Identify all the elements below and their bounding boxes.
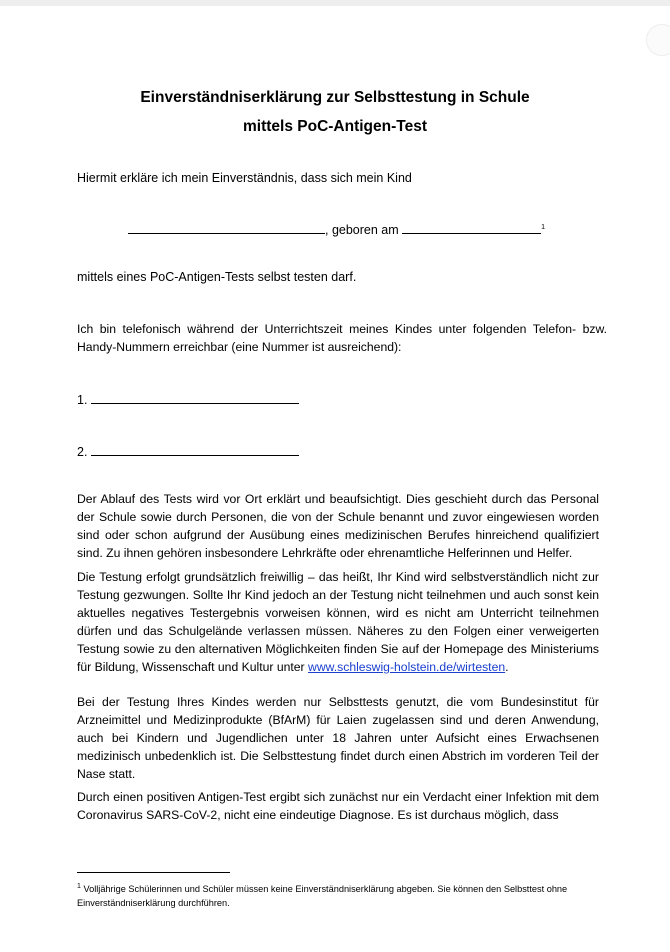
paragraph-voluntary-end: . bbox=[505, 660, 509, 674]
document-subtitle: mittels PoC-Antigen-Test bbox=[243, 118, 427, 135]
phone-item-number: 2. bbox=[77, 445, 88, 459]
document-title: Einverständniserklärung zur Selbsttestung in Schule bbox=[140, 89, 530, 106]
paragraph-selftests: Bei der Testung Ihres Kindes werden nur Selbsttests genutzt, die vom Bundesinstitut für Arzneimittel und Medizinprodukte (BfArM) für Laien zugelassen sind und deren Anwendung, auch bei Kindern und Jugendlichen unter 18 Jahren unter Aufsicht eines Erwachsenen medizinisch unbedenklich ist. Die Selbsttestung findet durch einen Abstrich im vorderen Teil der Nase statt. bbox=[77, 695, 599, 781]
birth-date-field[interactable] bbox=[402, 221, 541, 234]
born-on-label: , geboren am bbox=[325, 223, 399, 237]
paragraph-voluntary-text: Die Testung erfolgt grundsätzlich freiwillig – das heißt, Ihr Kind wird selbstverständlich nicht zur Testung gezwungen. Sollte Ihr Kind jedoch an der Testung nicht teilnehmen und auch sonst kein aktuelles negatives Testergebnis vorweisen können, wird es nicht am Unterricht teilnehmen dürfen und das Schulgelände verlassen müssen. Näheres zu den Folgen einer verweigerten Testung sowie zu den alternativen Möglichkeiten finden Sie auf der Homepage des Ministeriums für Bildung, Wissenschaft und Kultur unter bbox=[77, 570, 599, 674]
scroll-indicator[interactable] bbox=[646, 24, 670, 56]
child-info-line bbox=[128, 221, 545, 237]
footnote-separator bbox=[77, 872, 230, 873]
phone-item-1 bbox=[77, 391, 299, 407]
phone-field-1[interactable] bbox=[91, 391, 299, 404]
footnote-text: Volljährige Schülerinnen und Schüler müssen keine Einverständniserklärung abgeben. Sie können den Selbsttest ohne Einverständniserklärung durchführen. bbox=[77, 884, 568, 909]
phone-item-number: 1. bbox=[77, 393, 88, 407]
paragraph-positive-test: Durch einen positiven Antigen-Test ergibt sich zunächst nur ein Verdacht einer Infektion mit dem Coronavirus SARS-CoV-2, nicht eine eindeutige Diagnose. Es ist durchaus möglich, dass bbox=[77, 790, 599, 822]
phone-field-2[interactable] bbox=[91, 443, 299, 456]
consent-outro: mittels eines PoC-Antigen-Tests selbst testen darf. bbox=[77, 270, 357, 284]
phone-item-2 bbox=[77, 443, 299, 459]
footnote-marker: 1 bbox=[77, 883, 81, 890]
child-name-field[interactable] bbox=[128, 221, 325, 234]
paragraph-test-procedure: Der Ablauf des Tests wird vor Ort erklärt und beaufsichtigt. Dies geschieht durch das Personal der Schule sowie durch Personen, die von der Schule benannt und zuvor eingewiesen worden sind oder schon aufgrund der Ausübung eines medizinischen Berufes hinreichend qualifiziert sind. Zu ihnen gehören insbesondere Lehrkräfte oder ehrenamtliche Helferinnen und Helfer. bbox=[77, 492, 599, 560]
wirtesten-link[interactable]: www.schleswig-holstein.de/wirtesten bbox=[308, 660, 506, 674]
footnote bbox=[77, 880, 577, 910]
viewer-top-bar bbox=[0, 0, 670, 6]
phone-intro: Ich bin telefonisch während der Unterrichtszeit meines Kindes unter folgenden Telefon- bzw. Handy-Nummern erreichbar (eine Nummer ist ausreichend): bbox=[77, 322, 607, 354]
paragraph-voluntary bbox=[77, 568, 599, 676]
footnote-ref: 1 bbox=[541, 223, 546, 231]
consent-intro: Hiermit erkläre ich mein Einverständnis, dass sich mein Kind bbox=[77, 171, 412, 185]
